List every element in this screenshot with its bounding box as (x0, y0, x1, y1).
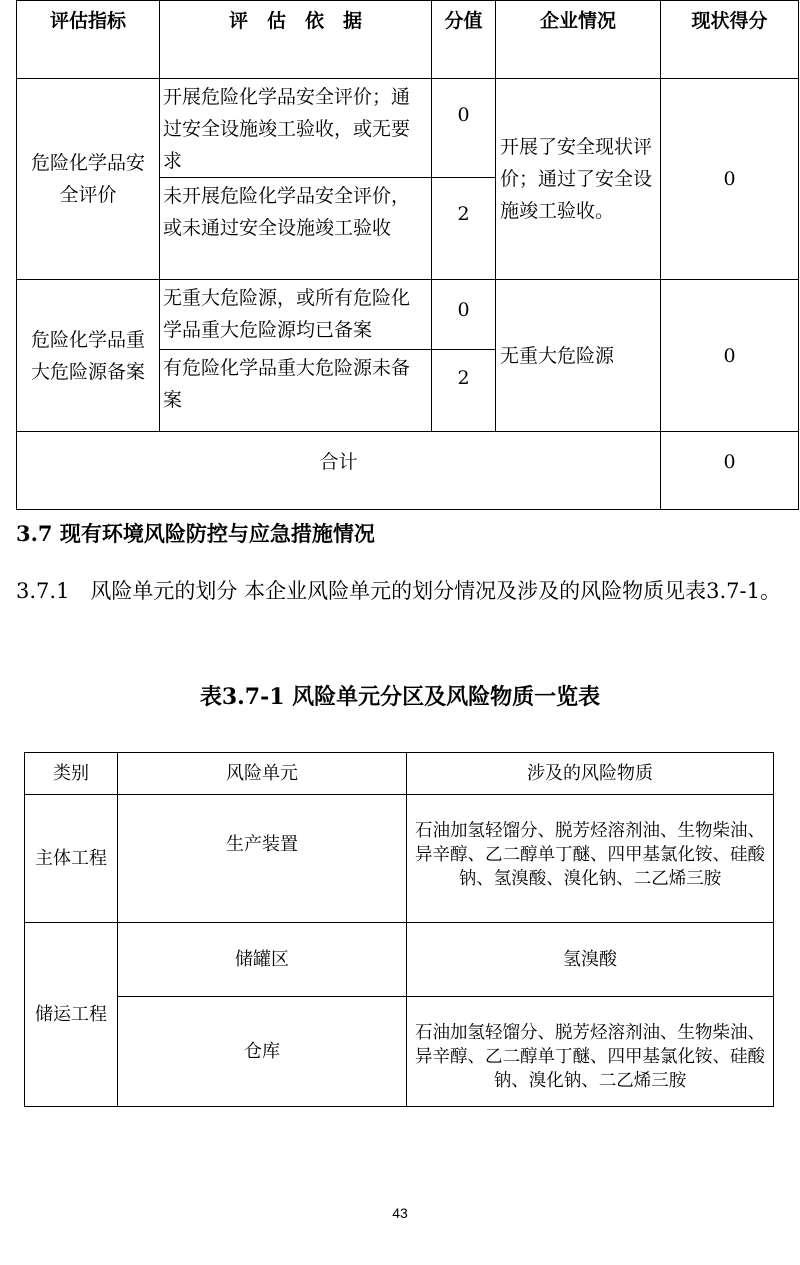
table-caption: 表3.7-1 风险单元分区及风险物质一览表 (199, 684, 601, 710)
basis-cell: 未开展危险化学品安全评价，或未通过安全设施竣工验收 (160, 178, 432, 280)
basis-cell: 有危险化学品重大危险源未备案 (160, 350, 432, 432)
unit-cell: 储罐区 (118, 923, 407, 997)
header-basis: 评 估 依 据 (160, 1, 432, 79)
header-substances: 涉及的风险物质 (407, 753, 774, 795)
total-label: 合计 (17, 432, 661, 510)
indicator-cell: 危险化学品安全评价 (17, 79, 160, 280)
table-row (25, 997, 774, 1107)
current-score-cell: 0 (661, 79, 799, 280)
situation-cell: 开展了安全现状评价；通过了安全设施竣工验收。 (496, 79, 661, 280)
total-row (17, 432, 799, 510)
substances-cell: 石油加氢轻馏分、脱芳烃溶剂油、生物柴油、异辛醇、乙二醇单丁醚、四甲基氯化铵、硅酸钠、溴化钠、二乙烯三胺 (407, 997, 774, 1107)
section-heading: 3.7 现有环境风险防控与应急措施情况 (16, 521, 375, 546)
basis-cell: 开展危险化学品安全评价；通过安全设施竣工验收，或无要求 (160, 79, 432, 178)
basis-cell: 无重大危险源，或所有危险化学品重大危险源均已备案 (160, 280, 432, 350)
header-current-score: 现状得分 (661, 1, 799, 79)
assessment-header-row (17, 1, 799, 79)
unit-cell: 生产装置 (118, 795, 407, 923)
current-score-cell: 0 (661, 280, 799, 432)
score-cell: 0 (432, 79, 496, 178)
score-cell: 2 (432, 350, 496, 432)
total-value: 0 (661, 432, 799, 510)
table-row (17, 280, 799, 350)
table-row (17, 79, 799, 178)
body-paragraph: 3.7.1 风险单元的划分 本企业风险单元的划分情况及涉及的风险物质见表3.7-1。 (16, 579, 781, 603)
table-row (25, 795, 774, 923)
substances-cell: 石油加氢轻馏分、脱芳烃溶剂油、生物柴油、异辛醇、乙二醇单丁醚、四甲基氯化铵、硅酸钠、氢溴酸、溴化钠、二乙烯三胺 (407, 795, 774, 923)
header-situation: 企业情况 (496, 1, 661, 79)
header-category: 类别 (25, 753, 118, 795)
unit-cell: 仓库 (118, 997, 407, 1107)
situation-cell: 无重大危险源 (496, 280, 661, 432)
category-cell: 主体工程 (25, 795, 118, 923)
header-score: 分值 (432, 1, 496, 79)
risk-unit-table (24, 752, 774, 1107)
header-unit: 风险单元 (118, 753, 407, 795)
indicator-cell: 危险化学品重大危险源备案 (17, 280, 160, 432)
table-row (25, 923, 774, 997)
header-indicator: 评估指标 (17, 1, 160, 79)
page-number: 43 (392, 1205, 408, 1221)
category-cell: 储运工程 (25, 923, 118, 1107)
substances-cell: 氢溴酸 (407, 923, 774, 997)
score-cell: 2 (432, 178, 496, 280)
assessment-table (16, 0, 799, 510)
score-cell: 0 (432, 280, 496, 350)
risk-header-row (25, 753, 774, 795)
